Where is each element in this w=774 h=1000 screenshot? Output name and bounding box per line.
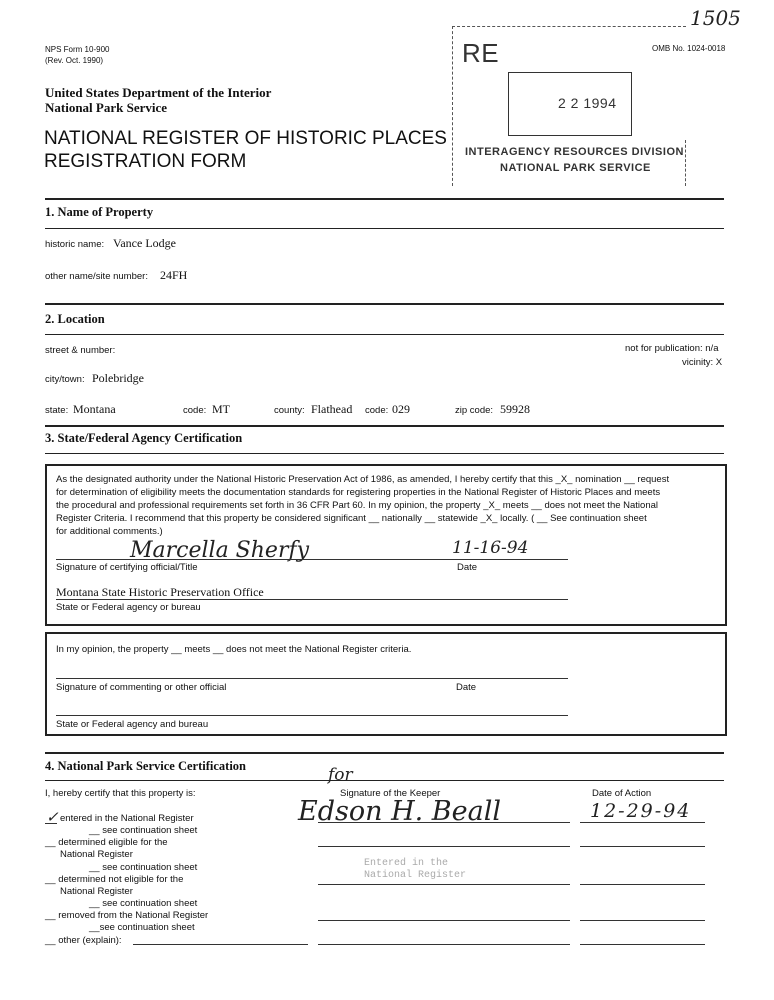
date-line-3 <box>580 884 705 885</box>
comment-agency-line <box>56 715 568 716</box>
opinion-text: In my opinion, the property __ meets __ does not meet the National Register criteria. <box>56 644 412 655</box>
comment-date-label: Date <box>456 682 477 693</box>
continuation-sheet-1: __ see continuation sheet <box>89 825 198 836</box>
county-value: Flathead <box>311 402 353 416</box>
divider <box>45 228 724 229</box>
divider <box>45 453 724 454</box>
not-for-publication: not for publication: n/a <box>625 343 719 354</box>
state-code-value: MT <box>212 402 230 416</box>
state-value: Montana <box>73 402 116 416</box>
zip-value: 59928 <box>500 402 530 416</box>
cert-text-line3: the procedural and professional requirements set forth in 36 CFR Part 60. In my opinion, the property _X_ meets __ does not meet the National <box>56 500 659 511</box>
form-revision: (Rev. Oct. 1990) <box>45 56 104 65</box>
entered-checkmark: ✓ <box>46 808 59 826</box>
keeper-signature: Edson H. Beall <box>298 796 501 827</box>
stamp-date: 2 2 1994 <box>558 95 617 111</box>
stamp-partial-word: RE <box>462 38 500 68</box>
national-register-1: National Register <box>60 849 133 860</box>
omb-number: OMB No. 1024-0018 <box>652 44 726 53</box>
agency-line <box>56 599 568 600</box>
city-label: city/town: <box>45 374 85 385</box>
cert-text-line2: for determination of eligibility meets the documentation standards for registering properties in the National Register of Historic Places and meets <box>56 487 661 498</box>
removed-from-register: __ removed from the National Register <box>45 910 209 921</box>
street-label: street & number: <box>45 345 116 356</box>
county-label: county: <box>274 405 305 416</box>
department-name: United States Department of the Interior <box>45 85 272 100</box>
date-line-2 <box>580 846 705 847</box>
faint-stamp-line1: Entered in the <box>364 858 449 869</box>
faint-stamp-line2: National Register <box>364 870 467 881</box>
city-value: Polebridge <box>92 371 144 385</box>
keeper-line-1 <box>318 822 570 823</box>
divider <box>45 334 724 335</box>
comment-agency-label: State or Federal agency and bureau <box>56 719 209 730</box>
divider <box>45 425 724 427</box>
certifying-date-label: Date <box>457 562 478 573</box>
section1-heading: 1. Name of Property <box>45 205 154 219</box>
vicinity: vicinity: X <box>682 357 723 368</box>
keeper-line-3 <box>318 884 570 885</box>
cert-text-line4: Register Criteria. I recommend that this property be considered significant __ nationally __ statewide _X_ locally. ( __ See continuation sheet <box>56 513 647 524</box>
cert-text-line1: As the designated authority under the National Historic Preservation Act of 1986, as amended, I hereby certify that this _X_ nomination __ request <box>56 474 670 485</box>
continuation-sheet-2: __ see continuation sheet <box>89 862 198 873</box>
divider <box>45 198 724 200</box>
certifying-signature-label: Signature of certifying official/Title <box>56 562 198 573</box>
date-line-5 <box>580 944 705 945</box>
historic-name-value: Vance Lodge <box>113 236 176 250</box>
cert-text-line5: for additional comments.) <box>56 526 163 537</box>
stamp-frame-left <box>452 26 453 186</box>
other-name-value: 24FH <box>160 268 188 282</box>
signature-line <box>56 559 568 560</box>
date-line-1 <box>580 822 705 823</box>
entered-in-register: entered in the National Register <box>60 813 194 824</box>
comment-signature-label: Signature of commenting or other official <box>56 682 227 693</box>
form-title-line2: REGISTRATION FORM <box>44 151 247 172</box>
checkbox-line <box>45 823 57 824</box>
continuation-sheet-3: __ see continuation sheet <box>89 898 198 909</box>
nps-cert-intro: I, hereby certify that this property is: <box>45 788 196 799</box>
county-code-label: code: <box>365 405 389 416</box>
form-number: NPS Form 10-900 <box>45 45 110 54</box>
continuation-sheet-4: __see continuation sheet <box>89 922 195 933</box>
other-explain: __ other (explain): <box>45 935 122 946</box>
other-explain-line <box>133 944 308 945</box>
national-register-2: National Register <box>60 886 133 897</box>
keeper-line-5 <box>318 944 570 945</box>
keeper-line-4 <box>318 920 570 921</box>
determined-not-eligible: __ determined not eligible for the <box>45 874 184 885</box>
stamp-frame-top <box>452 26 686 27</box>
divider <box>45 752 724 754</box>
section2-heading: 2. Location <box>45 312 105 326</box>
comment-signature-line <box>56 678 568 679</box>
form-title-line1: NATIONAL REGISTER OF HISTORIC PLACES <box>44 128 447 149</box>
section4-heading: 4. National Park Service Certification <box>45 759 246 773</box>
county-code-value: 029 <box>392 402 410 416</box>
agency-label: State or Federal agency or bureau <box>56 602 201 613</box>
certifying-date: 11-16-94 <box>452 538 529 558</box>
historic-name-label: historic name: <box>45 239 105 250</box>
divider <box>45 303 724 305</box>
date-line-4 <box>580 920 705 921</box>
stamp-division: INTERAGENCY RESOURCES DIVISION <box>465 146 684 158</box>
stamp-service: NATIONAL PARK SERVICE <box>500 162 651 174</box>
section3-heading: 3. State/Federal Agency Certification <box>45 431 243 445</box>
handwritten-number: 1505 <box>690 6 741 30</box>
keeper-for: for <box>328 765 353 785</box>
keeper-signature-label: Signature of the Keeper <box>340 788 441 799</box>
determined-eligible: __ determined eligible for the <box>45 837 168 848</box>
stamp-frame-right <box>685 140 686 186</box>
divider <box>45 780 724 781</box>
state-label: state: <box>45 405 69 416</box>
keeper-line-2 <box>318 846 570 847</box>
date-of-action-value: 12-29-94 <box>590 800 692 822</box>
service-name: National Park Service <box>45 100 168 115</box>
certifying-signature: Marcella Sherfy <box>130 538 310 563</box>
date-of-action-label: Date of Action <box>592 788 652 799</box>
other-name-label: other name/site number: <box>45 271 148 282</box>
state-code-label: code: <box>183 405 207 416</box>
zip-label: zip code: <box>455 405 494 416</box>
agency-value: Montana State Historic Preservation Office <box>56 585 264 599</box>
